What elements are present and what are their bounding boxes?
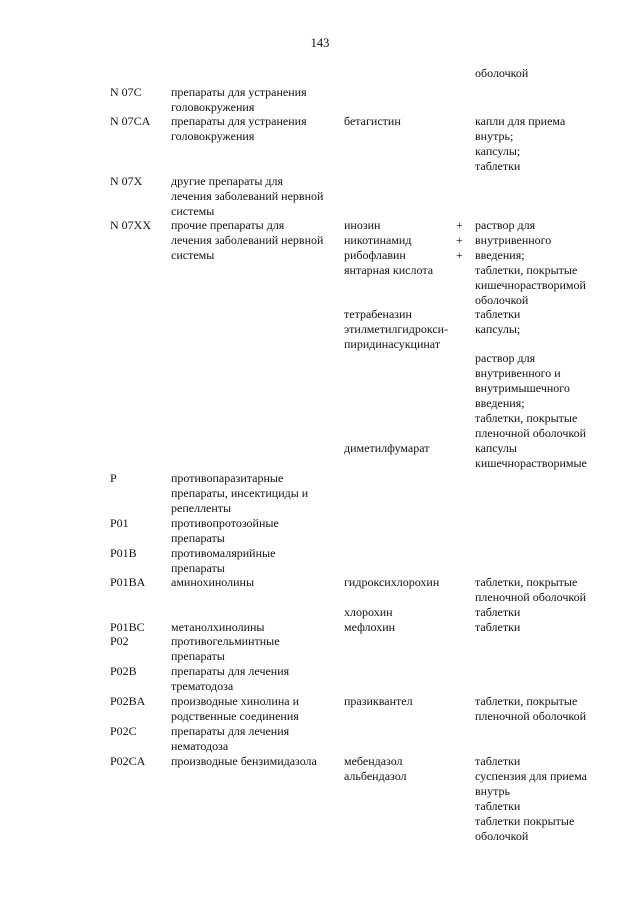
group-name-line: метанолхинолины <box>171 620 265 634</box>
drug-name-list-line: никотинамид <box>344 233 412 247</box>
group-name-line: производные бензимидазола <box>171 754 317 768</box>
dosage-form-line: таблетки <box>475 620 521 634</box>
group-name <box>171 634 332 664</box>
group-name <box>171 575 332 590</box>
group-name-line: аминохинолины <box>171 575 255 589</box>
group-name <box>171 174 332 219</box>
group-name <box>171 754 332 769</box>
group-name-line: препараты для устранения <box>171 114 307 128</box>
drug-name-list <box>344 218 433 278</box>
atc-code: N 07C <box>110 85 142 99</box>
dosage-form-line: таблетки <box>475 605 521 619</box>
group-name <box>171 516 332 546</box>
group-name <box>171 471 332 516</box>
dosage-form <box>475 754 599 769</box>
dosage-form-line: таблетки <box>475 754 521 768</box>
dosage-form <box>475 575 599 605</box>
dosage-form-line: оболочкой <box>475 829 529 843</box>
dosage-form <box>475 218 599 308</box>
combination-plus-marks <box>456 218 463 263</box>
atc-code: P02 <box>110 634 129 648</box>
dosage-form-line: таблетки, покрытые <box>475 263 578 277</box>
dosage-form <box>475 694 599 724</box>
group-name-line: противопротозойные <box>171 516 279 530</box>
atc-code: N 07X <box>110 174 143 188</box>
dosage-form-line: оболочкой <box>475 66 529 80</box>
drug-name: хлорохин <box>344 605 393 619</box>
dosage-form-line: пленочной оболочкой <box>475 709 587 723</box>
atc-code: P <box>110 471 117 485</box>
group-name-line: системы <box>171 204 215 218</box>
dosage-form-line: таблетки <box>475 799 521 813</box>
dosage-form-line: внутрь; <box>475 129 514 143</box>
combination-plus-marks-line: + <box>456 233 463 247</box>
page-number: 143 <box>310 36 330 50</box>
dosage-form-line: кишечнорастворимые <box>475 456 587 470</box>
combination-plus-marks-line: + <box>456 218 463 232</box>
dosage-form <box>475 307 599 322</box>
dosage-form-line: таблетки <box>475 307 521 321</box>
group-name <box>171 546 332 576</box>
group-name-line: препараты для лечения <box>171 724 290 738</box>
group-name-line: нематодоза <box>171 739 229 753</box>
drug-name-line: пиридинасукцинат <box>344 337 441 351</box>
drug-name: тетрабеназин <box>344 307 412 321</box>
dosage-form <box>475 322 599 337</box>
group-name-line: прочие препараты для <box>171 218 285 232</box>
group-name-line: противомалярийные <box>171 546 276 560</box>
group-name-line: препараты <box>171 649 225 663</box>
dosage-form-line: таблетки, покрытые <box>475 575 578 589</box>
dosage-form <box>475 441 599 471</box>
dosage-form-line: капсулы; <box>475 144 521 158</box>
dosage-form-line: таблетки покрытые <box>475 814 575 828</box>
atc-code: P02BA <box>110 694 146 708</box>
dosage-form-line: таблетки, покрытые <box>475 694 578 708</box>
dosage-form-line: кишечнорастворимой <box>475 278 586 292</box>
atc-code: N 07CA <box>110 114 151 128</box>
group-name-line: лечения заболеваний нервной <box>171 233 324 247</box>
group-name <box>171 114 332 144</box>
atc-code: P01BC <box>110 620 145 634</box>
dosage-form-line: пленочной оболочкой <box>475 426 587 440</box>
combination-plus-marks-line: + <box>456 248 463 262</box>
drug-name: альбендазол <box>344 769 407 783</box>
group-name <box>171 664 332 694</box>
group-name-line: противогельминтные <box>171 634 280 648</box>
dosage-form-line: введения; <box>475 248 525 262</box>
drug-name: диметилфумарат <box>344 441 430 455</box>
dosage-form-line: раствор для <box>475 218 536 232</box>
drug-name-list-line: рибофлавин <box>344 248 406 262</box>
drug-name-list-line: инозин <box>344 218 381 232</box>
drug-name-list-line: янтарная кислота <box>344 263 434 277</box>
dosage-form-line: внутривенного и <box>475 366 561 380</box>
atc-code: P02CA <box>110 754 146 768</box>
atc-code: P01B <box>110 546 137 560</box>
dosage-form-line: оболочкой <box>475 293 529 307</box>
drug-name: мефлохин <box>344 620 396 634</box>
dosage-form-line: суспензия для приема <box>475 769 587 783</box>
drug-name: гидроксихлорохин <box>344 575 440 589</box>
group-name <box>171 218 332 263</box>
dosage-form <box>475 605 599 620</box>
group-name-line: системы <box>171 248 215 262</box>
group-name-line: препараты, инсектициды и <box>171 486 309 500</box>
dosage-form-line: таблетки <box>475 159 521 173</box>
group-name-line: трематодоза <box>171 679 234 693</box>
group-name <box>171 694 332 724</box>
dosage-form-line: введения; <box>475 396 525 410</box>
group-name-line: родственные соединения <box>171 709 299 723</box>
group-name <box>171 85 332 115</box>
dosage-form-line: капсулы; <box>475 322 521 336</box>
group-name-line: репелленты <box>171 501 232 515</box>
dosage-form <box>475 66 599 81</box>
dosage-form <box>475 351 599 441</box>
group-name-line: головокружения <box>171 100 255 114</box>
dosage-form-line: таблетки, покрытые <box>475 411 578 425</box>
group-name-line: другие препараты для <box>171 174 284 188</box>
atc-code: N 07XX <box>110 218 151 232</box>
dosage-form-line: внутримышечного <box>475 381 570 395</box>
dosage-form-line: капсулы <box>475 441 517 455</box>
dosage-form-line: капли для приема <box>475 114 566 128</box>
group-name-line: лечения заболеваний нервной <box>171 189 324 203</box>
dosage-form <box>475 769 599 844</box>
atc-code: P02C <box>110 724 137 738</box>
group-name-line: головокружения <box>171 129 255 143</box>
dosage-form-line: раствор для <box>475 351 536 365</box>
dosage-form <box>475 620 599 635</box>
drug-name: мебендазол <box>344 754 403 768</box>
group-name-line: препараты <box>171 531 225 545</box>
drug-name <box>344 322 448 352</box>
drug-name-line: этилметилгидрокси- <box>344 322 449 336</box>
dosage-form <box>475 114 599 174</box>
atc-code: P01BA <box>110 575 146 589</box>
atc-code: P01 <box>110 516 129 530</box>
group-name <box>171 620 332 635</box>
group-name-line: производные хинолина и <box>171 694 300 708</box>
group-name-line: препараты для лечения <box>171 664 290 678</box>
group-name <box>171 724 332 754</box>
group-name-line: препараты <box>171 561 225 575</box>
group-name-line: препараты для устранения <box>171 85 307 99</box>
atc-code: P02B <box>110 664 137 678</box>
dosage-form-line: внутрь <box>475 784 510 798</box>
drug-name: бетагистин <box>344 114 401 128</box>
group-name-line: противопаразитарные <box>171 471 284 485</box>
dosage-form-line: пленочной оболочкой <box>475 590 587 604</box>
dosage-form-line: внутривенного <box>475 233 552 247</box>
drug-name: празиквантел <box>344 694 413 708</box>
